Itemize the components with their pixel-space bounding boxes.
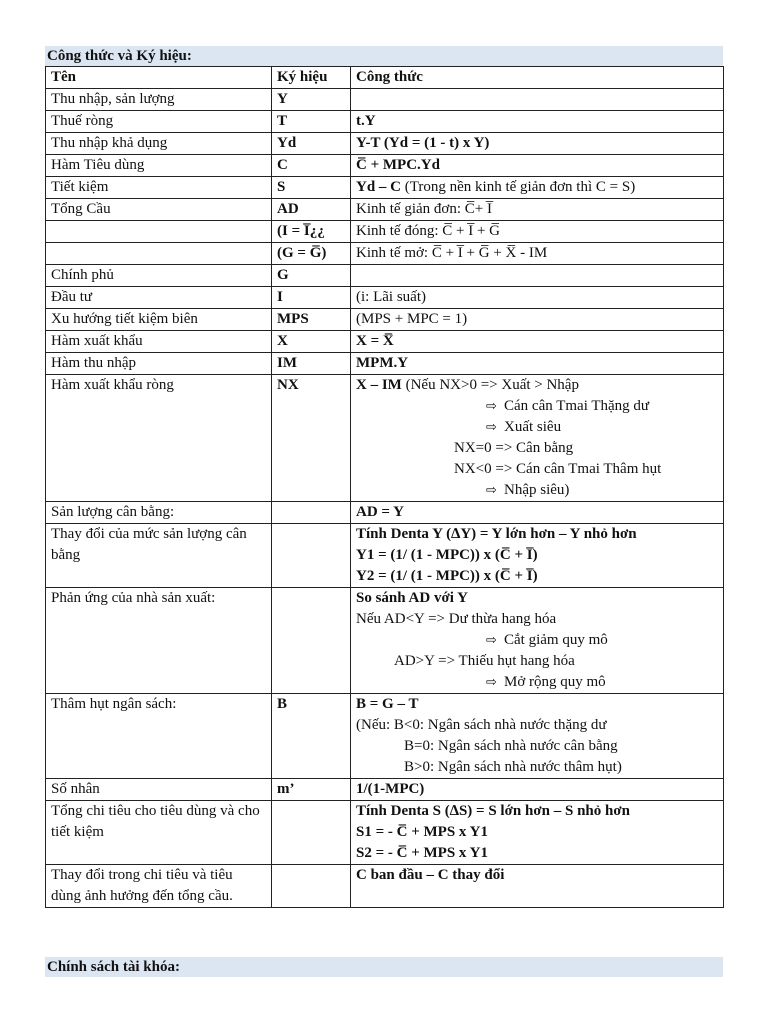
formula-line xyxy=(356,609,718,630)
formula-text: Y1 = (1/ (1 - MPC)) x (C̅ + I̅) xyxy=(356,547,538,563)
right-arrow-icon: ⇨ xyxy=(486,675,497,690)
formula-line xyxy=(356,545,718,566)
row-symbol: NX xyxy=(272,375,351,502)
table-row xyxy=(46,694,724,779)
row-formula xyxy=(351,353,724,375)
formula-line xyxy=(356,672,718,693)
table-row xyxy=(46,221,724,243)
row-formula xyxy=(351,243,724,265)
table-row xyxy=(46,133,724,155)
row-symbol: IM xyxy=(272,353,351,375)
row-symbol: Yd xyxy=(272,133,351,155)
row-name: Hàm xuất khẩu ròng xyxy=(46,375,272,502)
row-symbol: (I = I̅¿¿ xyxy=(272,221,351,243)
row-formula xyxy=(351,779,724,801)
table-row xyxy=(46,287,724,309)
row-symbol: C xyxy=(272,155,351,177)
row-symbol xyxy=(272,524,351,588)
row-symbol: T xyxy=(272,111,351,133)
formula-line xyxy=(356,566,718,587)
row-symbol: m’ xyxy=(272,779,351,801)
formula-line xyxy=(356,757,718,778)
row-symbol: (G = G̅) xyxy=(272,243,351,265)
formula-line xyxy=(356,801,718,822)
row-formula xyxy=(351,694,724,779)
formula-text: B=0: Ngân sách nhà nước cân bằng xyxy=(404,738,618,754)
row-formula xyxy=(351,524,724,588)
row-formula xyxy=(351,177,724,199)
section-title-fiscal-policy: Chính sách tài khóa: xyxy=(45,957,723,977)
formula-text: Tính Denta S (∆S) = S lớn hơn – S nhỏ hơn xyxy=(356,803,630,819)
formula-line xyxy=(356,630,718,651)
formula-line xyxy=(356,396,718,417)
table-row xyxy=(46,265,724,287)
row-name: Phản ứng của nhà sản xuất: xyxy=(46,588,272,694)
row-symbol xyxy=(272,588,351,694)
formula-text: So sánh AD với Y xyxy=(356,590,468,606)
row-formula xyxy=(351,801,724,865)
table-row xyxy=(46,588,724,694)
formula-text: 1/(1-MPC) xyxy=(356,781,425,797)
row-name: Số nhân xyxy=(46,779,272,801)
formula-line xyxy=(356,221,718,242)
row-formula xyxy=(351,155,724,177)
row-symbol xyxy=(272,865,351,908)
formula-line xyxy=(356,843,718,864)
row-name xyxy=(46,243,272,265)
row-symbol xyxy=(272,801,351,865)
formula-text: X = X̅ xyxy=(356,333,394,349)
row-name: Tổng Cầu xyxy=(46,199,272,221)
formula-text: NX<0 => Cán cân Tmai Thâm hụt xyxy=(454,461,662,477)
row-name: Thu nhập khả dụng xyxy=(46,133,272,155)
table-row xyxy=(46,331,724,353)
formula-line xyxy=(356,331,718,352)
row-symbol: S xyxy=(272,177,351,199)
table-header-row xyxy=(46,67,724,89)
formula-text: (Nếu NX>0 => Xuất > Nhập xyxy=(401,377,579,393)
formula-line xyxy=(356,779,718,800)
table-row xyxy=(46,353,724,375)
row-symbol: Y xyxy=(272,89,351,111)
row-name: Thâm hụt ngân sách: xyxy=(46,694,272,779)
row-formula xyxy=(351,309,724,331)
formula-line xyxy=(356,111,718,132)
row-name: Chính phủ xyxy=(46,265,272,287)
formula-text: AD = Y xyxy=(356,504,404,520)
formula-line xyxy=(356,375,718,396)
formula-text: Mở rộng quy mô xyxy=(504,674,606,690)
row-symbol: AD xyxy=(272,199,351,221)
row-name: Xu hướng tiết kiệm biên xyxy=(46,309,272,331)
formula-line xyxy=(356,287,718,308)
row-formula xyxy=(351,221,724,243)
row-name: Tổng chi tiêu cho tiêu dùng và cho tiết kiệm xyxy=(46,801,272,865)
table-row xyxy=(46,89,724,111)
row-symbol: X xyxy=(272,331,351,353)
formula-text: C ban đầu – C thay đổi xyxy=(356,867,505,883)
row-name: Thay đổi của mức sản lượng cân bằng xyxy=(46,524,272,588)
row-name: Thay đổi trong chi tiêu và tiêu dùng ảnh hưởng đến tổng cầu. xyxy=(46,865,272,908)
formula-line xyxy=(356,524,718,545)
formula-line xyxy=(356,480,718,501)
formula-line xyxy=(356,155,718,176)
row-symbol: I xyxy=(272,287,351,309)
right-arrow-icon: ⇨ xyxy=(486,399,497,414)
row-name: Tiết kiệm xyxy=(46,177,272,199)
table-row xyxy=(46,779,724,801)
row-formula xyxy=(351,287,724,309)
table-row xyxy=(46,801,724,865)
row-formula xyxy=(351,375,724,502)
table-row xyxy=(46,199,724,221)
formula-line xyxy=(356,417,718,438)
table-row xyxy=(46,865,724,908)
formula-line xyxy=(356,822,718,843)
formula-line xyxy=(356,736,718,757)
table-row xyxy=(46,177,724,199)
formula-text: S1 = - C̅ + MPS x Y1 xyxy=(356,824,488,840)
row-symbol: B xyxy=(272,694,351,779)
table-row xyxy=(46,524,724,588)
formula-line xyxy=(356,243,718,264)
formula-line xyxy=(356,353,718,374)
header-name: Tên xyxy=(46,67,272,89)
formula-text: AD>Y => Thiếu hụt hang hóa xyxy=(394,653,575,669)
formula-text: Cắt giảm quy mô xyxy=(504,632,608,648)
formula-line xyxy=(356,588,718,609)
formula-line xyxy=(356,715,718,736)
table-row xyxy=(46,243,724,265)
row-name: Hàm Tiêu dùng xyxy=(46,155,272,177)
row-symbol: G xyxy=(272,265,351,287)
row-name: Sản lượng cân bằng: xyxy=(46,502,272,524)
formula-text: Cán cân Tmai Thặng dư xyxy=(504,398,650,414)
formula-line xyxy=(356,309,718,330)
formula-text: NX=0 => Cân bằng xyxy=(454,440,574,456)
formula-text: Xuất siêu xyxy=(504,419,562,435)
row-name xyxy=(46,221,272,243)
formula-line xyxy=(356,694,718,715)
formula-text: MPM.Y xyxy=(356,355,409,371)
formula-line xyxy=(356,865,718,886)
header-formula: Công thức xyxy=(351,67,724,89)
row-formula xyxy=(351,502,724,524)
formula-line xyxy=(356,133,718,154)
table-row xyxy=(46,502,724,524)
row-formula xyxy=(351,133,724,155)
right-arrow-icon: ⇨ xyxy=(486,633,497,648)
formula-text: Y2 = (1/ (1 - MPC)) x (C̅ + I̅) xyxy=(356,568,538,584)
formula-text: Kinh tế mở: C̅ + I̅ + G̅ + X̅ - IM xyxy=(356,245,548,261)
formula-bold-part: Yd – C xyxy=(356,179,402,195)
formula-line xyxy=(356,177,718,198)
formula-text: (Trong nền kinh tế giản đơn thì C = S) xyxy=(401,179,636,195)
row-name: Thuế ròng xyxy=(46,111,272,133)
formula-text: B = G – T xyxy=(356,696,419,712)
formula-text: S2 = - C̅ + MPS x Y1 xyxy=(356,845,488,861)
formula-line xyxy=(356,438,718,459)
row-formula xyxy=(351,199,724,221)
formula-text: t.Y xyxy=(356,113,376,129)
row-name: Hàm thu nhập xyxy=(46,353,272,375)
table-row xyxy=(46,309,724,331)
formula-text: Nhập siêu) xyxy=(504,482,570,498)
row-symbol xyxy=(272,502,351,524)
formula-text: (MPS + MPC = 1) xyxy=(356,311,468,327)
formula-text: Nếu AD<Y => Dư thừa hang hóa xyxy=(356,611,557,627)
formula-text: C̅ + MPC.Yd xyxy=(356,157,440,173)
right-arrow-icon: ⇨ xyxy=(486,483,497,498)
table-row xyxy=(46,111,724,133)
formula-table xyxy=(45,66,724,908)
row-formula xyxy=(351,331,724,353)
row-formula xyxy=(351,865,724,908)
formula-line xyxy=(356,459,718,480)
formula-text: Kinh tế giản đơn: C̅+ I̅ xyxy=(356,201,492,217)
row-formula xyxy=(351,111,724,133)
row-name: Thu nhập, sản lượng xyxy=(46,89,272,111)
section-title-formulas: Công thức và Ký hiệu: xyxy=(45,46,723,66)
right-arrow-icon: ⇨ xyxy=(486,420,497,435)
row-symbol: MPS xyxy=(272,309,351,331)
formula-text: (Nếu: B<0: Ngân sách nhà nước thặng dư xyxy=(356,717,607,733)
header-symbol: Ký hiệu xyxy=(272,67,351,89)
row-formula xyxy=(351,89,724,111)
row-formula xyxy=(351,265,724,287)
row-name: Hàm xuất khẩu xyxy=(46,331,272,353)
row-formula xyxy=(351,588,724,694)
formula-line xyxy=(356,199,718,220)
formula-line xyxy=(356,502,718,523)
row-name: Đầu tư xyxy=(46,287,272,309)
formula-text: B>0: Ngân sách nhà nước thâm hụt) xyxy=(404,759,622,775)
formula-text: Tính Denta Y (∆Y) = Y lớn hơn – Y nhỏ hơn xyxy=(356,526,637,542)
formula-text: Kinh tế đóng: C̅ + I̅ + G̅ xyxy=(356,223,500,239)
formula-line xyxy=(356,651,718,672)
table-row xyxy=(46,375,724,502)
formula-bold-part: X – IM xyxy=(356,377,402,393)
formula-text: (i: Lãi suất) xyxy=(356,289,426,305)
formula-text: Y-T (Yd = (1 - t) x Y) xyxy=(356,135,490,151)
table-row xyxy=(46,155,724,177)
